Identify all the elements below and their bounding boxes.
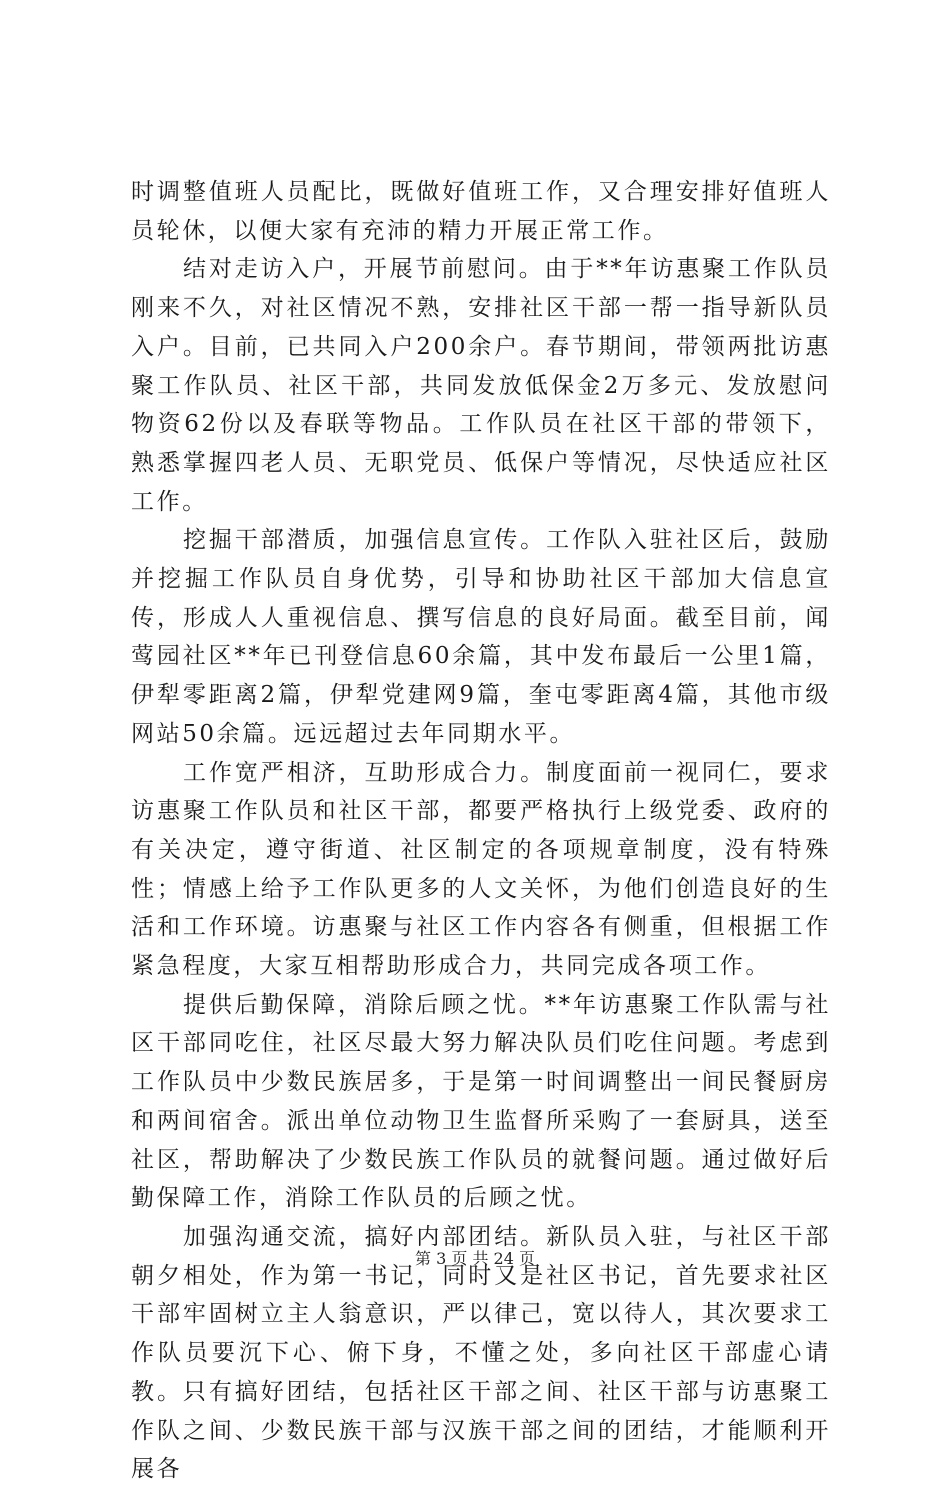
document-body: [131, 173, 831, 1489]
paragraph-visits: 结对走访入户，开展节前慰问。由于**年访惠聚工作队员刚来不久，对社区情况不熟，安排社区干部一帮一指导新队员入户。目前，已共同入户200余户。春节期间，带领两批访惠聚工作队员、社区干部，共同发放低保金2万多元、发放慰问物资62份以及春联等物品。工作队员在社区干部的带领下，熟悉掌握四老人员、无职党员、低保户等情况，尽快适应社区工作。: [131, 256, 831, 515]
paragraph-logistics: 提供后勤保障，消除后顾之忧。**年访惠聚工作队需与社区干部同吃住，社区尽最大努力解决队员们吃住问题。考虑到工作队员中少数民族居多，于是第一时间调整出一间民餐厨房和两间宿舍。派出单位动物卫生监督所采购了一套厨具，送至社区，帮助解决了少数民族工作队员的就餐问题。通过做好后勤保障工作，消除工作队员的后顾之忧。: [131, 991, 831, 1212]
page-number-footer: 第 3 页 共 24 页: [415, 1249, 535, 1268]
paragraph-unity: 加强沟通交流，搞好内部团结。新队员入驻，与社区干部朝夕相处，作为第一书记，同时又是社区书记，首先要求社区干部牢固树立主人翁意识，严以律己，宽以待人，其次要求工作队员要沉下心、俯下身，不懂之处，多向社区干部虚心请教。只有搞好团结，包括社区干部之间、社区干部与访惠聚工作队之间、少数民族干部与汉族干部之间的团结，才能顺利开展各: [131, 1223, 831, 1483]
paragraph-publicity: 挖掘干部潜质，加强信息宣传。工作队入驻社区后，鼓励并挖掘工作队员自身优势，引导和协助社区干部加大信息宣传，形成人人重视信息、撰写信息的良好局面。截至目前，闻莺园社区**年已刊登信息60余篇，其中发布最后一公里1篇，伊犁零距离2篇，伊犁党建网9篇，奎屯零距离4篇，其他市级网站50余篇。远远超过去年同期水平。: [131, 527, 831, 747]
paragraph-cooperation: 工作宽严相济，互助形成合力。制度面前一视同仁，要求访惠聚工作队员和社区干部，都要严格执行上级党委、政府的有关决定，遵守街道、社区制定的各项规章制度，没有特殊性；情感上给予工作队更多的人文关怀，为他们创造良好的生活和工作环境。访惠聚与社区工作内容各有侧重，但根据工作紧急程度，大家互相帮助形成合力，共同完成各项工作。: [131, 759, 831, 980]
paragraph-continued: 时调整值班人员配比，既做好值班工作，又合理安排好值班人员轮休，以便大家有充沛的精力开展正常工作。: [131, 179, 831, 244]
